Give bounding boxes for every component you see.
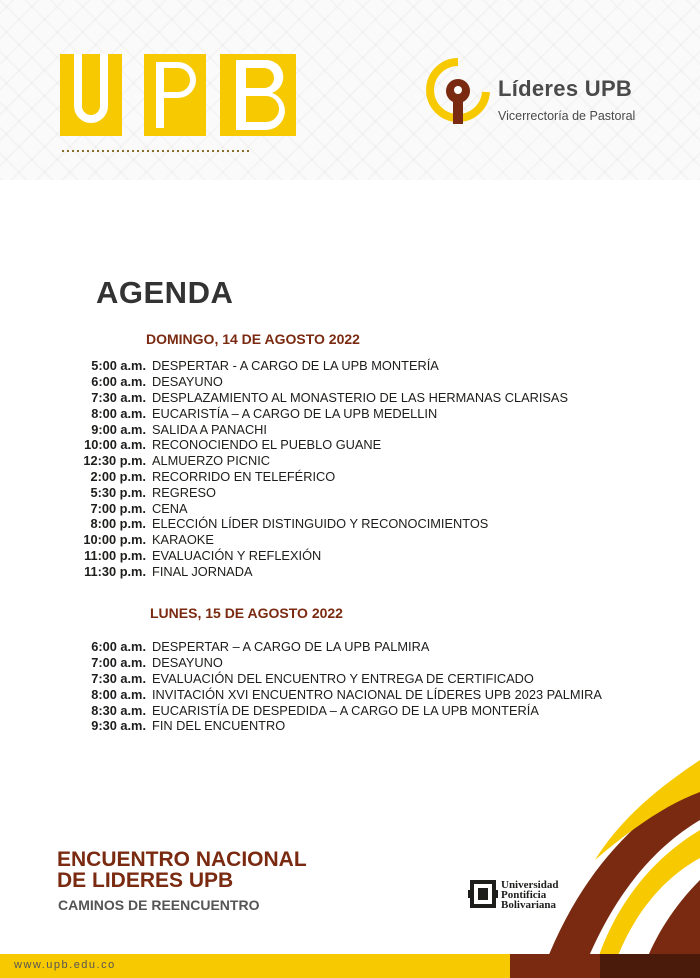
time: 5:30 p.m. — [90, 484, 146, 500]
activity: RECORRIDO EN TELEFÉRICO — [152, 468, 336, 484]
activity: FIN DEL ENCUENTRO — [152, 718, 286, 734]
schedule-row — [60, 702, 680, 718]
schedule-row — [60, 563, 680, 579]
schedule-row — [60, 718, 680, 734]
schedule-monday — [60, 639, 680, 734]
schedule-row — [60, 639, 680, 655]
event-title-line2: DE LIDERES UPB — [57, 869, 234, 892]
time: 7:00 p.m. — [90, 500, 146, 516]
activity: REGRESO — [152, 484, 216, 500]
university-line2: Pontificia — [501, 889, 547, 901]
event-subtitle: CAMINOS DE REENCUENTRO — [58, 897, 260, 913]
time: 11:00 p.m. — [84, 547, 146, 563]
activity: DESPERTAR – A CARGO DE LA UPB PALMIRA — [152, 639, 430, 655]
activity: KARAOKE — [152, 532, 214, 548]
activity: DESPERTAR - A CARGO DE LA UPB MONTERÍA — [152, 358, 439, 374]
time: 2:00 p.m. — [90, 468, 146, 484]
agenda-title: AGENDA — [96, 275, 234, 310]
time: 9:30 a.m. — [91, 718, 146, 734]
dotted-divider — [62, 150, 252, 152]
university-line3: Bolivariana — [501, 899, 557, 911]
activity: DESAYUNO — [152, 655, 223, 671]
upb-logo — [60, 54, 296, 136]
schedule-row — [60, 421, 680, 437]
time: 7:30 a.m. — [91, 670, 146, 686]
activity: INVITACIÓN XVI ENCUENTRO NACIONAL DE LÍDERES UPB 2023 PALMIRA — [152, 686, 602, 702]
time: 11:30 p.m. — [84, 563, 146, 579]
time: 10:00 a.m. — [84, 437, 146, 453]
activity: CENA — [152, 500, 188, 516]
time: 12:30 p.m. — [83, 453, 146, 469]
schedule-row — [60, 437, 680, 453]
activity: EVALUACIÓN Y REFLEXIÓN — [152, 547, 322, 563]
time: 8:00 a.m. — [91, 405, 146, 421]
schedule-row — [60, 453, 680, 469]
event-title — [57, 849, 377, 891]
schedule-row — [60, 500, 680, 516]
schedule-row — [60, 374, 680, 390]
time: 8:30 a.m. — [91, 702, 146, 718]
schedule-row — [60, 469, 680, 485]
activity: EVALUACIÓN DEL ENCUENTRO Y ENTREGA DE CERTIFICADO — [152, 670, 534, 686]
schedule-row — [60, 390, 680, 406]
schedule-row — [60, 548, 680, 564]
time: 7:00 a.m. — [91, 655, 146, 671]
schedule-row — [60, 358, 680, 374]
activity: SALIDA A PANACHI — [152, 421, 267, 437]
time: 6:00 a.m. — [91, 374, 146, 390]
activity: ELECCIÓN LÍDER DISTINGUIDO Y RECONOCIMIENTOS — [152, 516, 489, 532]
activity: EUCARISTÍA DE DESPEDIDA – A CARGO DE LA UPB MONTERÍA — [152, 702, 539, 718]
time: 8:00 p.m. — [90, 516, 146, 532]
time: 9:00 a.m. — [91, 421, 146, 437]
activity: DESAYUNO — [152, 374, 223, 390]
schedule-row — [60, 655, 680, 671]
activity: FINAL JORNADA — [152, 563, 253, 579]
website-link[interactable]: www.upb.edu.co — [14, 959, 116, 971]
activity: RECONOCIENDO EL PUEBLO GUANE — [152, 437, 382, 453]
time: 6:00 a.m. — [91, 639, 146, 655]
schedule-row — [60, 532, 680, 548]
schedule-row — [60, 484, 680, 500]
time: 5:00 a.m. — [91, 358, 146, 374]
event-title-line1: ENCUENTRO NACIONAL — [57, 848, 307, 871]
schedule-sunday — [60, 358, 680, 579]
activity: ALMUERZO PICNIC — [152, 453, 271, 469]
footer-bar-maroon — [510, 954, 600, 978]
lideres-subtitle: Vicerrectoría de Pastoral — [498, 109, 636, 123]
schedule-row — [60, 671, 680, 687]
time: 8:00 a.m. — [91, 686, 146, 702]
schedule-row — [60, 516, 680, 532]
schedule-row — [60, 405, 680, 421]
time: 10:00 p.m. — [83, 532, 146, 548]
activity: EUCARISTÍA – A CARGO DE LA UPB MEDELLIN — [152, 405, 438, 421]
decorative-swoosh — [480, 760, 700, 978]
time: 7:30 a.m. — [91, 389, 146, 405]
day-heading-sunday: DOMINGO, 14 DE AGOSTO 2022 — [146, 331, 360, 347]
footer-bar-dark — [600, 954, 700, 978]
lideres-title: Líderes UPB — [498, 76, 633, 101]
activity: DESPLAZAMIENTO AL MONASTERIO DE LAS HERMANAS CLARISAS — [152, 389, 569, 405]
university-crest-icon — [468, 876, 498, 912]
schedule-row — [60, 686, 680, 702]
university-name — [501, 880, 558, 910]
university-line1: Universidad — [501, 879, 559, 891]
day-heading-monday: LUNES, 15 DE AGOSTO 2022 — [150, 605, 343, 621]
